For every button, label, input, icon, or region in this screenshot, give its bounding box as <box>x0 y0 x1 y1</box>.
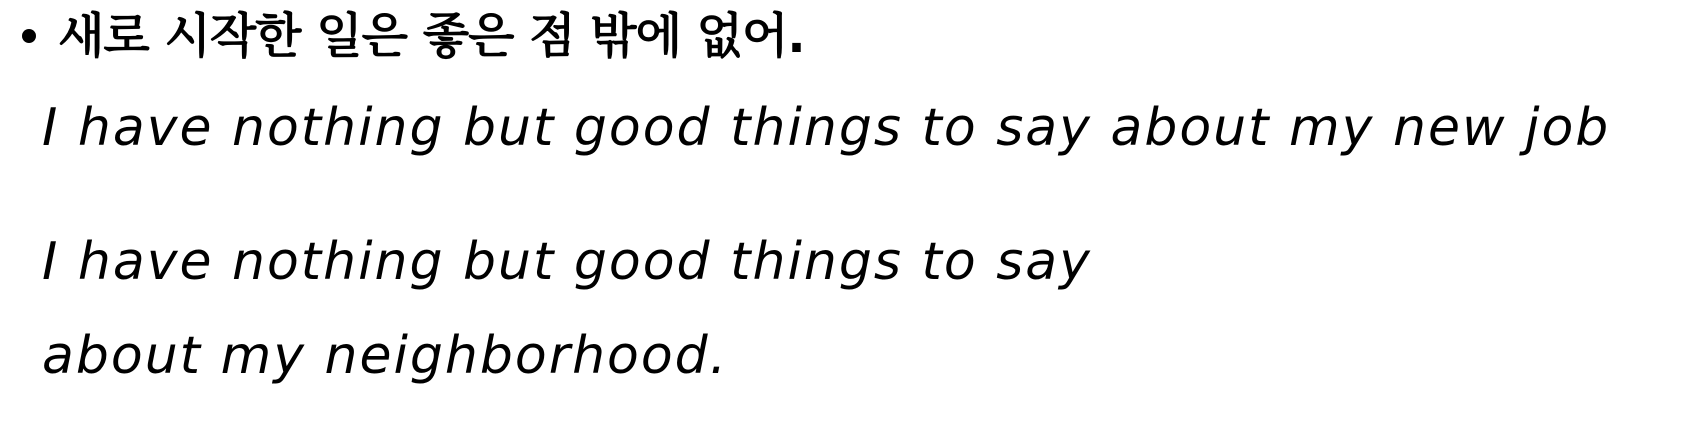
korean-sentence: 새로 시작한 일은 좋은 점 밖에 없어. <box>58 8 805 64</box>
example-sentence-1: I have nothing but good things to say about my new job <box>42 98 1611 158</box>
example-sentence-2-line-2: about my neighborhood. <box>42 326 729 386</box>
example-sentence-2-line-1: I have nothing but good things to say <box>42 232 1092 292</box>
bullet-dot-icon <box>22 29 36 43</box>
bullet-item <box>22 8 805 64</box>
